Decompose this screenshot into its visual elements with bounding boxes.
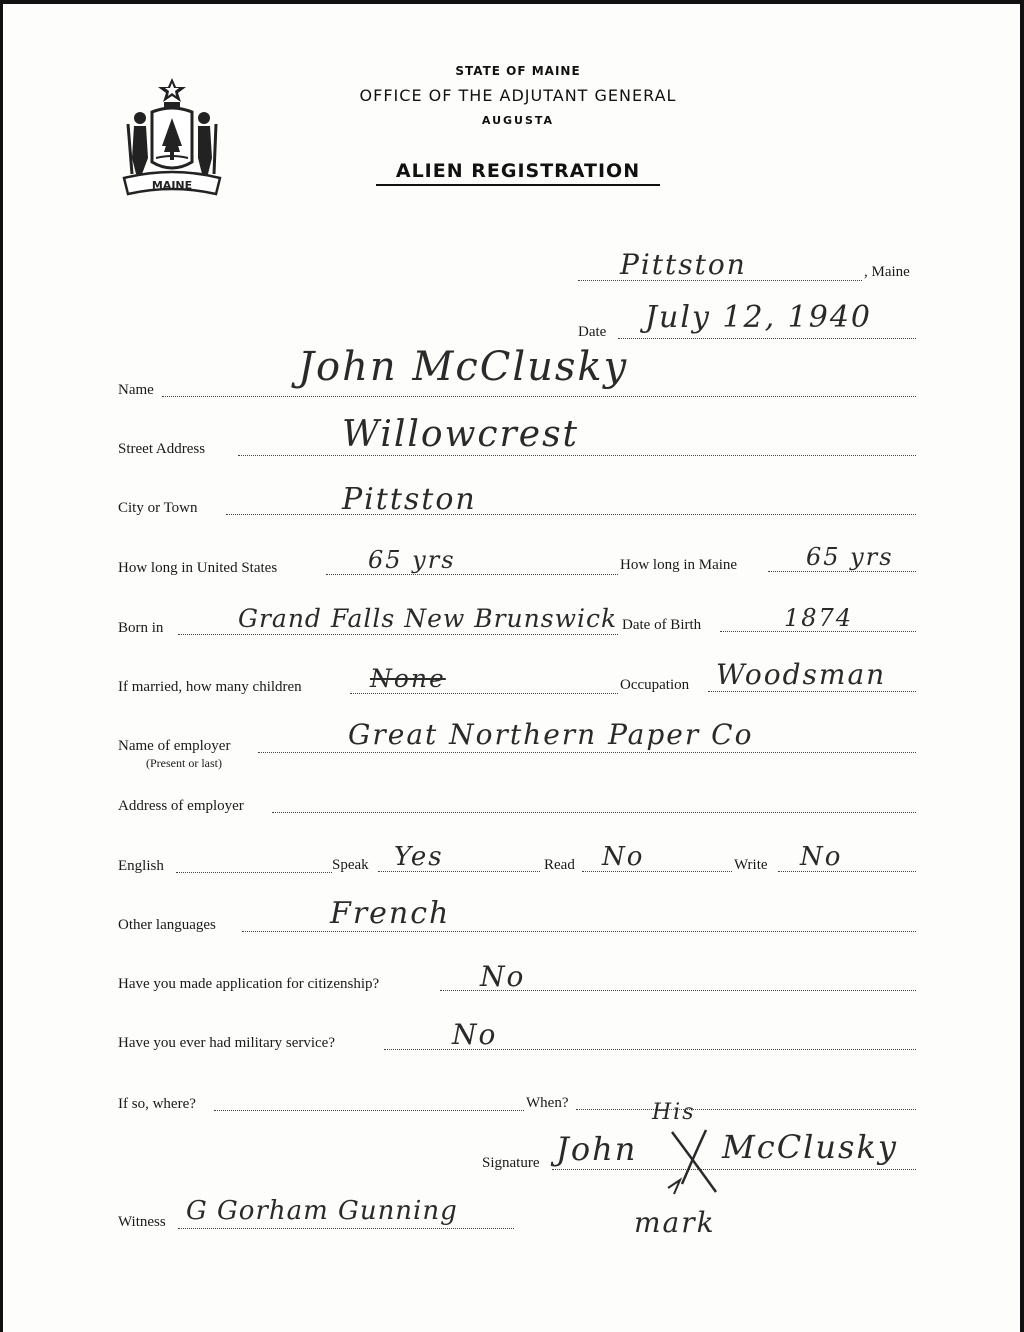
born-in-line (178, 634, 618, 635)
children-value: None (370, 664, 446, 693)
speak-label: Speak (332, 857, 369, 873)
form-title: ALIEN REGISTRATION (376, 160, 660, 186)
witness-line (178, 1228, 514, 1229)
seal-label: MAINE (151, 179, 193, 192)
witness-label: Witness (118, 1214, 166, 1230)
employer-value: Great Northern Paper Co (348, 718, 754, 751)
children-label: If married, how many children (118, 679, 302, 695)
maine-suffix-label: , Maine (864, 264, 910, 280)
name-value: John McClusky (298, 344, 629, 390)
military-value: No (452, 1018, 498, 1051)
date-of-birth-label: Date of Birth (622, 617, 702, 633)
read-label: Read (544, 857, 575, 873)
signature-last: McClusky (722, 1128, 898, 1166)
when-label: When? (526, 1095, 569, 1111)
name-label: Name (118, 382, 154, 398)
write-value: No (800, 842, 843, 872)
place-value: Pittston (620, 248, 747, 281)
if-so-where-line (214, 1110, 524, 1111)
street-address-label: Street Address (118, 441, 206, 457)
street-address-line (238, 455, 916, 456)
citizenship-value: No (480, 960, 526, 993)
city-or-town-label: City or Town (118, 500, 198, 516)
when-line (576, 1109, 916, 1110)
english-label: English (118, 858, 164, 874)
how-long-us-line (326, 574, 618, 575)
employer-address-line (272, 812, 916, 813)
witness-value: G Gorham Gunning (186, 1196, 458, 1226)
scan-border-left (0, 0, 3, 1332)
military-label: Have you ever had military service? (118, 1035, 335, 1051)
date-label: Date (578, 324, 607, 340)
date-line (618, 338, 916, 339)
signature-first: John (556, 1130, 638, 1168)
date-of-birth-value: 1874 (784, 604, 854, 632)
born-in-value: Grand Falls New Brunswick (238, 604, 618, 633)
header-city: AUGUSTA (481, 114, 555, 127)
children-line (350, 693, 618, 694)
how-long-maine-value: 65 yrs (806, 543, 894, 571)
other-languages-label: Other languages (118, 917, 216, 933)
city-or-town-value: Pittston (342, 482, 477, 517)
born-in-label: Born in (118, 620, 164, 636)
employer-note: (Present or last) (146, 756, 222, 770)
name-line (162, 396, 916, 397)
scan-border-right (1020, 0, 1024, 1332)
header-office: OFFICE OF THE ADJUTANT GENERAL (359, 86, 677, 105)
street-address-value: Willowcrest (342, 414, 580, 455)
maine-seal-icon (118, 74, 226, 208)
occupation-line (708, 691, 916, 692)
other-languages-value: French (330, 896, 451, 931)
write-line (778, 871, 916, 872)
signature-x-mark-icon (666, 1126, 722, 1202)
if-so-where-label: If so, where? (118, 1096, 196, 1112)
signature-line (552, 1169, 916, 1170)
header-state: STATE OF MAINE (455, 64, 581, 78)
signature-his: His (652, 1100, 696, 1125)
signature-label: Signature (482, 1155, 540, 1171)
signature-mark: mark (634, 1206, 716, 1239)
citizenship-label: Have you made application for citizenship? (118, 976, 380, 992)
how-long-us-value: 65 yrs (368, 546, 456, 574)
other-languages-line (242, 931, 916, 932)
scan-border-top (0, 0, 1024, 4)
how-long-us-label: How long in United States (118, 560, 278, 576)
speak-value: Yes (394, 842, 444, 872)
how-long-maine-label: How long in Maine (620, 557, 738, 573)
english-line (176, 872, 332, 873)
date-value: July 12, 1940 (645, 300, 873, 335)
write-label: Write (734, 857, 768, 873)
occupation-value: Woodsman (716, 658, 887, 691)
employer-address-label: Address of employer (118, 798, 244, 814)
read-value: No (602, 842, 645, 872)
occupation-label: Occupation (620, 677, 690, 693)
employer-line (258, 752, 916, 753)
employer-label: Name of employer (118, 738, 231, 754)
how-long-maine-line (768, 571, 916, 572)
city-or-town-line (226, 514, 916, 515)
